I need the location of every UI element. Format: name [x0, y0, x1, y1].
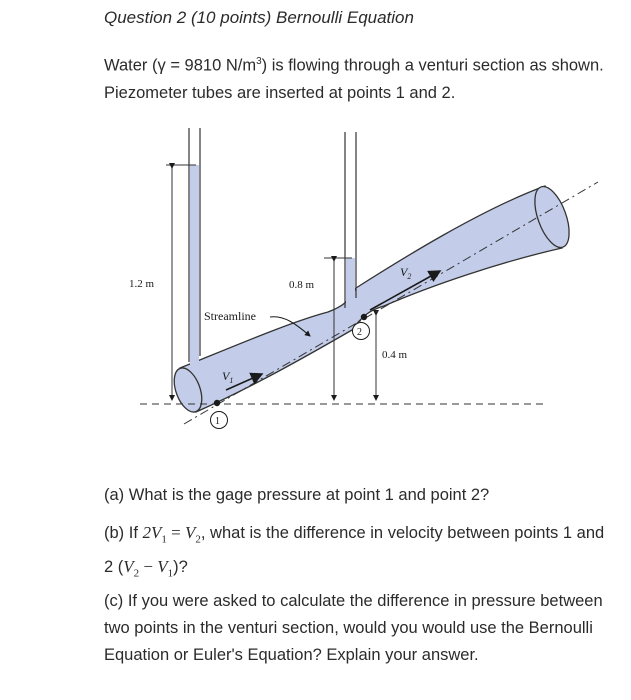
unit-exponent: 3 — [256, 56, 262, 67]
math-v2: $V_2$ — [185, 523, 201, 546]
label-height-3: 0.4 m — [382, 349, 408, 361]
math-v1-diff: $V_1$ — [157, 557, 174, 580]
venturi-pipe — [180, 186, 562, 412]
question-b-prefix: (b) If — [104, 524, 143, 542]
question-b-suffix: )? — [173, 558, 188, 577]
question-b — [104, 519, 614, 588]
intro-text-3: ) is flowing through a venturi section as shown. Piezometer tubes are inserted at points 1 and 2. — [104, 56, 604, 102]
label-height-1: 1.2 m — [129, 278, 155, 290]
label-point-2: 2 — [357, 327, 362, 338]
math-2v1: $2V_1$ — [142, 523, 167, 546]
label-v2: $V_2$ — [400, 265, 412, 281]
math-equals: = — [166, 523, 185, 542]
point-1-dot — [214, 400, 220, 406]
intro-text-1: Water ( — [104, 56, 158, 75]
math-minus: − — [139, 557, 158, 577]
question-a: (a) What is the gage pressure at point 1 and point 2? — [104, 486, 490, 504]
intro-text-2: = 9810 N/m — [165, 56, 257, 75]
label-v1: $V_1$ — [222, 369, 234, 385]
question-b-middle: , what is the difference in velocity between points 1 and 2 ( — [104, 524, 605, 577]
problem-statement — [104, 48, 604, 107]
piezometer-2-water — [346, 258, 355, 310]
gamma-symbol: γ — [157, 56, 166, 75]
question-c: (c) If you were asked to calculate the difference in pressure between two points in the venturi section, would you would use the Bernoulli Equation or Euler's Equation? Explain your answer. — [104, 592, 603, 664]
venturi-diagram — [100, 110, 600, 450]
piezometer-1-water — [190, 165, 199, 365]
label-streamline: Streamline — [204, 309, 256, 323]
label-height-2: 0.8 m — [289, 279, 315, 291]
math-v2-diff: $V_2$ — [123, 557, 140, 580]
label-point-1: 1 — [215, 416, 220, 427]
question-title: Question 2 (10 points) Bernoulli Equation — [104, 8, 414, 27]
point-2-dot — [361, 314, 367, 320]
